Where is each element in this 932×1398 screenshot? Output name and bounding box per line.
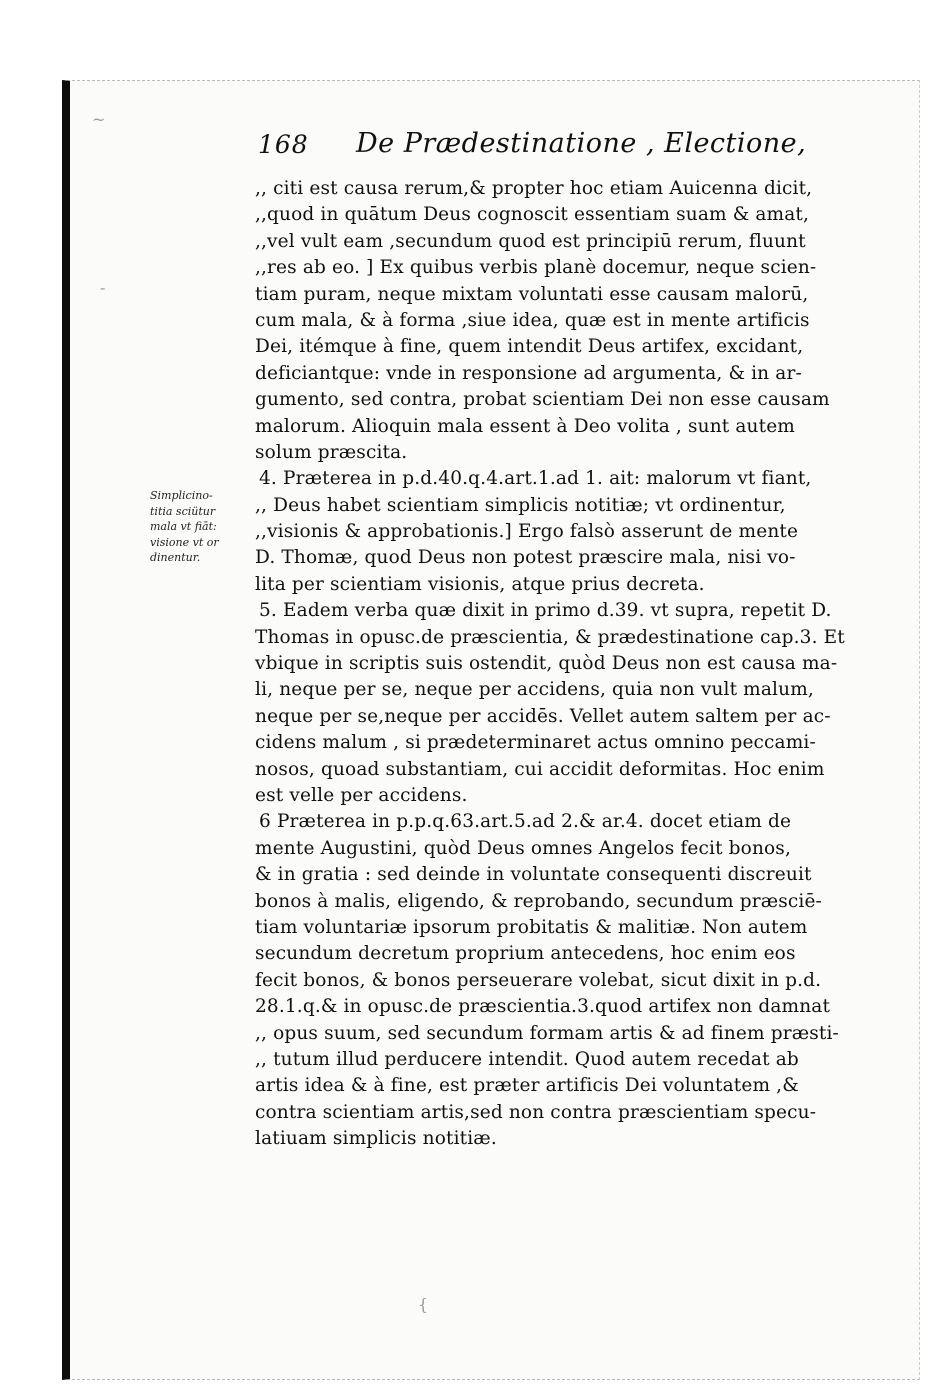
text-line: 4. Præterea in p.d.40.q.4.art.1.ad 1. ait: malorum vt fiant, xyxy=(259,468,812,490)
text-line: est velle per accidens. xyxy=(255,784,468,806)
text-line: mente Augustini, quòd Deus omnes Angelos fecit bonos, xyxy=(255,837,791,859)
text-line: latiuam simplicis notitiæ. xyxy=(255,1128,497,1150)
text-line: contra scientiam artis,sed non contra præscientiam specu- xyxy=(255,1101,817,1123)
text-line: neque per se,neque per accidēs. Vellet autem saltem per ac- xyxy=(255,705,831,727)
text-line: ,,vel vult eam ,secundum quod est principiū rerum, fluunt xyxy=(255,230,806,252)
text-line: fecit bonos, & bonos perseuerare volebat, sicut dixit in p.d. xyxy=(255,969,822,991)
marginal-note-line: Simplicino- xyxy=(150,489,213,502)
text-line: Dei, itémque à fine, quem intendit Deus artifex, excidant, xyxy=(255,336,804,358)
scan-mark: - xyxy=(100,278,106,297)
text-line: artis idea & à fine, est præter artificis Dei voluntatem ,& xyxy=(255,1075,799,1097)
text-line: cidens malum , si prædeterminaret actus omnino peccami- xyxy=(255,732,816,754)
body-text xyxy=(255,176,903,1152)
scan-mark: ~ xyxy=(92,110,106,129)
marginal-note xyxy=(150,488,254,566)
text-line: deficiantque: vnde in responsione ad argumenta, & in ar- xyxy=(255,362,802,384)
text-line: ,, Deus habet scientiam simplicis notitiæ; vt ordinentur, xyxy=(255,494,786,516)
text-line: ,, tutum illud perducere intendit. Quod autem recedat ab xyxy=(255,1048,799,1070)
text-line: cum mala, & à forma ,siue idea, quæ est in mente artificis xyxy=(255,309,810,331)
text-line: secundum decretum proprium antecedens, hoc enim eos xyxy=(255,943,796,965)
running-title: De Prædestinatione , Electione, xyxy=(356,128,807,159)
text-line: ,, opus suum, sed secundum formam artis & ad finem præsti- xyxy=(255,1022,839,1044)
text-line: tiam puram, neque mixtam voluntati esse causam malorū, xyxy=(255,283,809,305)
text-line: vbique in scriptis suis ostendit, quòd Deus non est causa ma- xyxy=(255,653,838,675)
text-line: lita per scientiam visionis, atque prius decreta. xyxy=(255,573,705,595)
text-line: nosos, quoad substantiam, cui accidit deformitas. Hoc enim xyxy=(255,758,825,780)
text-line: ,,visionis & approbationis.] Ergo falsò asserunt de mente xyxy=(255,521,799,543)
text-line: li, neque per se, neque per accidens, quia non vult malum, xyxy=(255,679,814,701)
marginal-note-line: mala vt fiāt: xyxy=(150,520,217,533)
text-line: D. Thomæ, quod Deus non potest præscire mala, nisi vo- xyxy=(255,547,796,569)
text-line: ,, citi est causa rerum,& propter hoc etiam Auicenna dicit, xyxy=(255,178,813,199)
scan-mark: { xyxy=(418,1295,429,1314)
marginal-note-line: titia sciütur xyxy=(150,504,216,518)
page-header xyxy=(258,128,898,172)
text-line: 5. Eadem verba quæ dixit in primo d.39. vt supra, repetit D. xyxy=(259,600,832,622)
text-line: & in gratia : sed deinde in voluntate consequenti discreuit xyxy=(255,864,812,886)
text-line: Thomas in opusc.de præscientia, & prædestinatione cap.3. Et xyxy=(255,626,845,648)
text-line: 28.1.q.& in opusc.de præscientia.3.quod artifex non damnat xyxy=(255,996,831,1018)
text-line: malorum. Alioquin mala essent à Deo volita , sunt autem xyxy=(255,415,795,437)
text-line: bonos à malis, eligendo, & reprobando, secundum præsciē- xyxy=(255,890,822,912)
page-number: 168 xyxy=(258,130,309,159)
text-line: ,,quod in quātum Deus cognoscit essentiam suam & amat, xyxy=(255,204,810,226)
text-line: tiam voluntariæ ipsorum probitatis & malitiæ. Non autem xyxy=(255,916,808,938)
text-line: ,,res ab eo. ] Ex quibus verbis planè docemur, neque scien- xyxy=(255,257,817,279)
text-line: gumento, sed contra, probat scientiam Dei non esse causam xyxy=(255,389,830,411)
text-line: 6 Præterea in p.p.q.63.art.5.ad 2.& ar.4. docet etiam de xyxy=(259,811,792,833)
marginal-note-line: dinentur. xyxy=(150,551,201,564)
marginal-note-line: visione vt or xyxy=(150,535,219,549)
text-line: solum præscita. xyxy=(255,441,408,463)
